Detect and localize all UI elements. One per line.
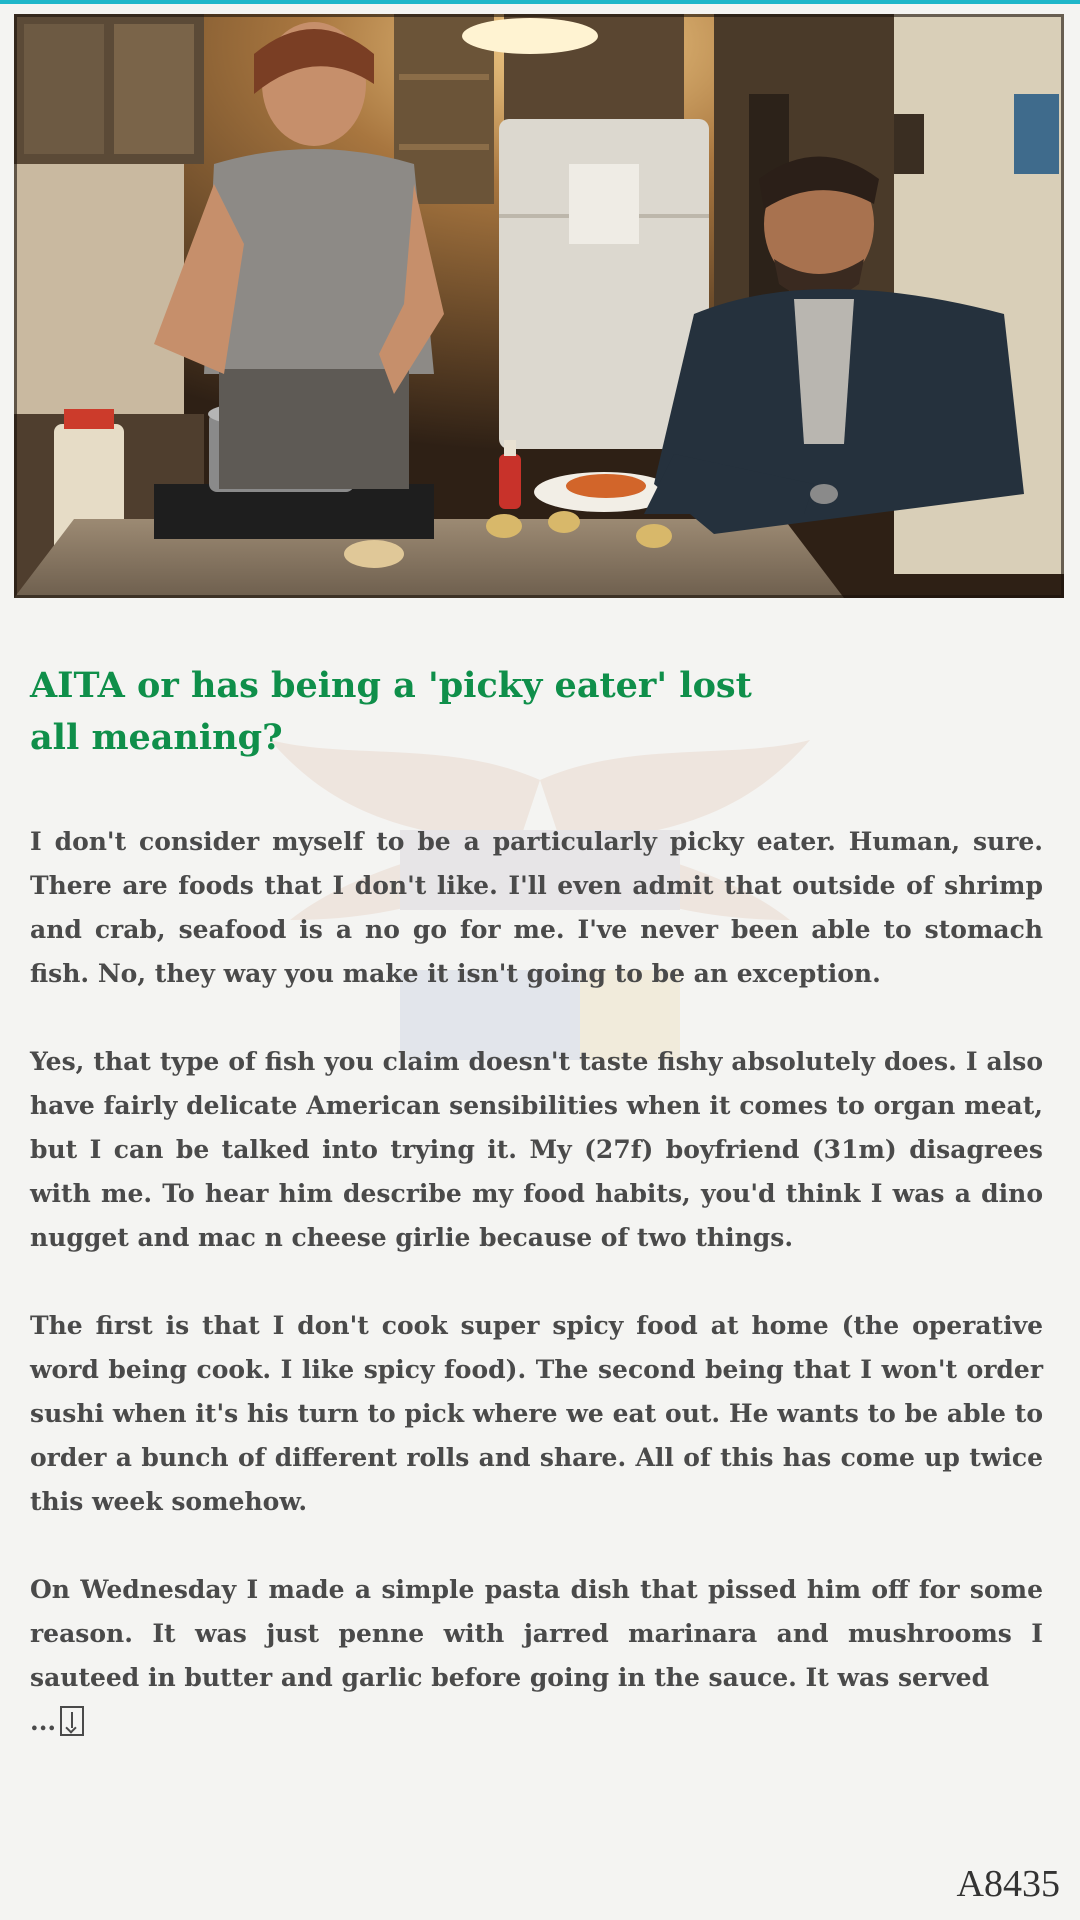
article-title: AITA or has being a 'picky eater' lost all meaning? <box>30 665 752 758</box>
kitchen-photo-illustration <box>14 14 1064 598</box>
hero-image <box>14 14 1064 598</box>
article-paragraph: I don't consider myself to be a particularly picky eater. Human, sure. There are foods that I don't like. I'll even admit that outside of shrimp and crab, seafood is a no go for me. I've never been able to stomach fish. No, they way you make it isn't going to be an exception. <box>30 827 1043 988</box>
article-body <box>30 820 1043 1744</box>
read-more-icon[interactable] <box>60 1706 84 1736</box>
footer-code: A8435 <box>956 1863 1060 1905</box>
top-accent-bar <box>0 0 1080 4</box>
article-paragraph-text: On Wednesday I made a simple pasta dish that pissed him off for some reason. It was just penne with jarred marinara and mushrooms I sauteed in butter and garlic before going in the sauce. It was served <box>30 1575 1043 1692</box>
article-paragraph-last <box>30 1568 1043 1744</box>
article-paragraph: Yes, that type of fish you claim doesn't taste fishy absolutely does. I also have fairly delicate American sensibilities when it comes to organ meat, but I can be talked into trying it. My (27f) boyfriend (31m) disagrees with me. To hear him describe my food habits, you'd think I was a dino nugget and mac n cheese girlie because of two things. <box>30 1047 1043 1252</box>
article-paragraph: The first is that I don't cook super spicy food at home (the operative word being cook. I like spicy food). The second being that I won't order sushi when it's his turn to pick where we eat out. He wants to be able to order a bunch of different rolls and share. All of this has come up twice this week somehow. <box>30 1311 1043 1516</box>
ellipsis-text: ... <box>30 1707 57 1736</box>
